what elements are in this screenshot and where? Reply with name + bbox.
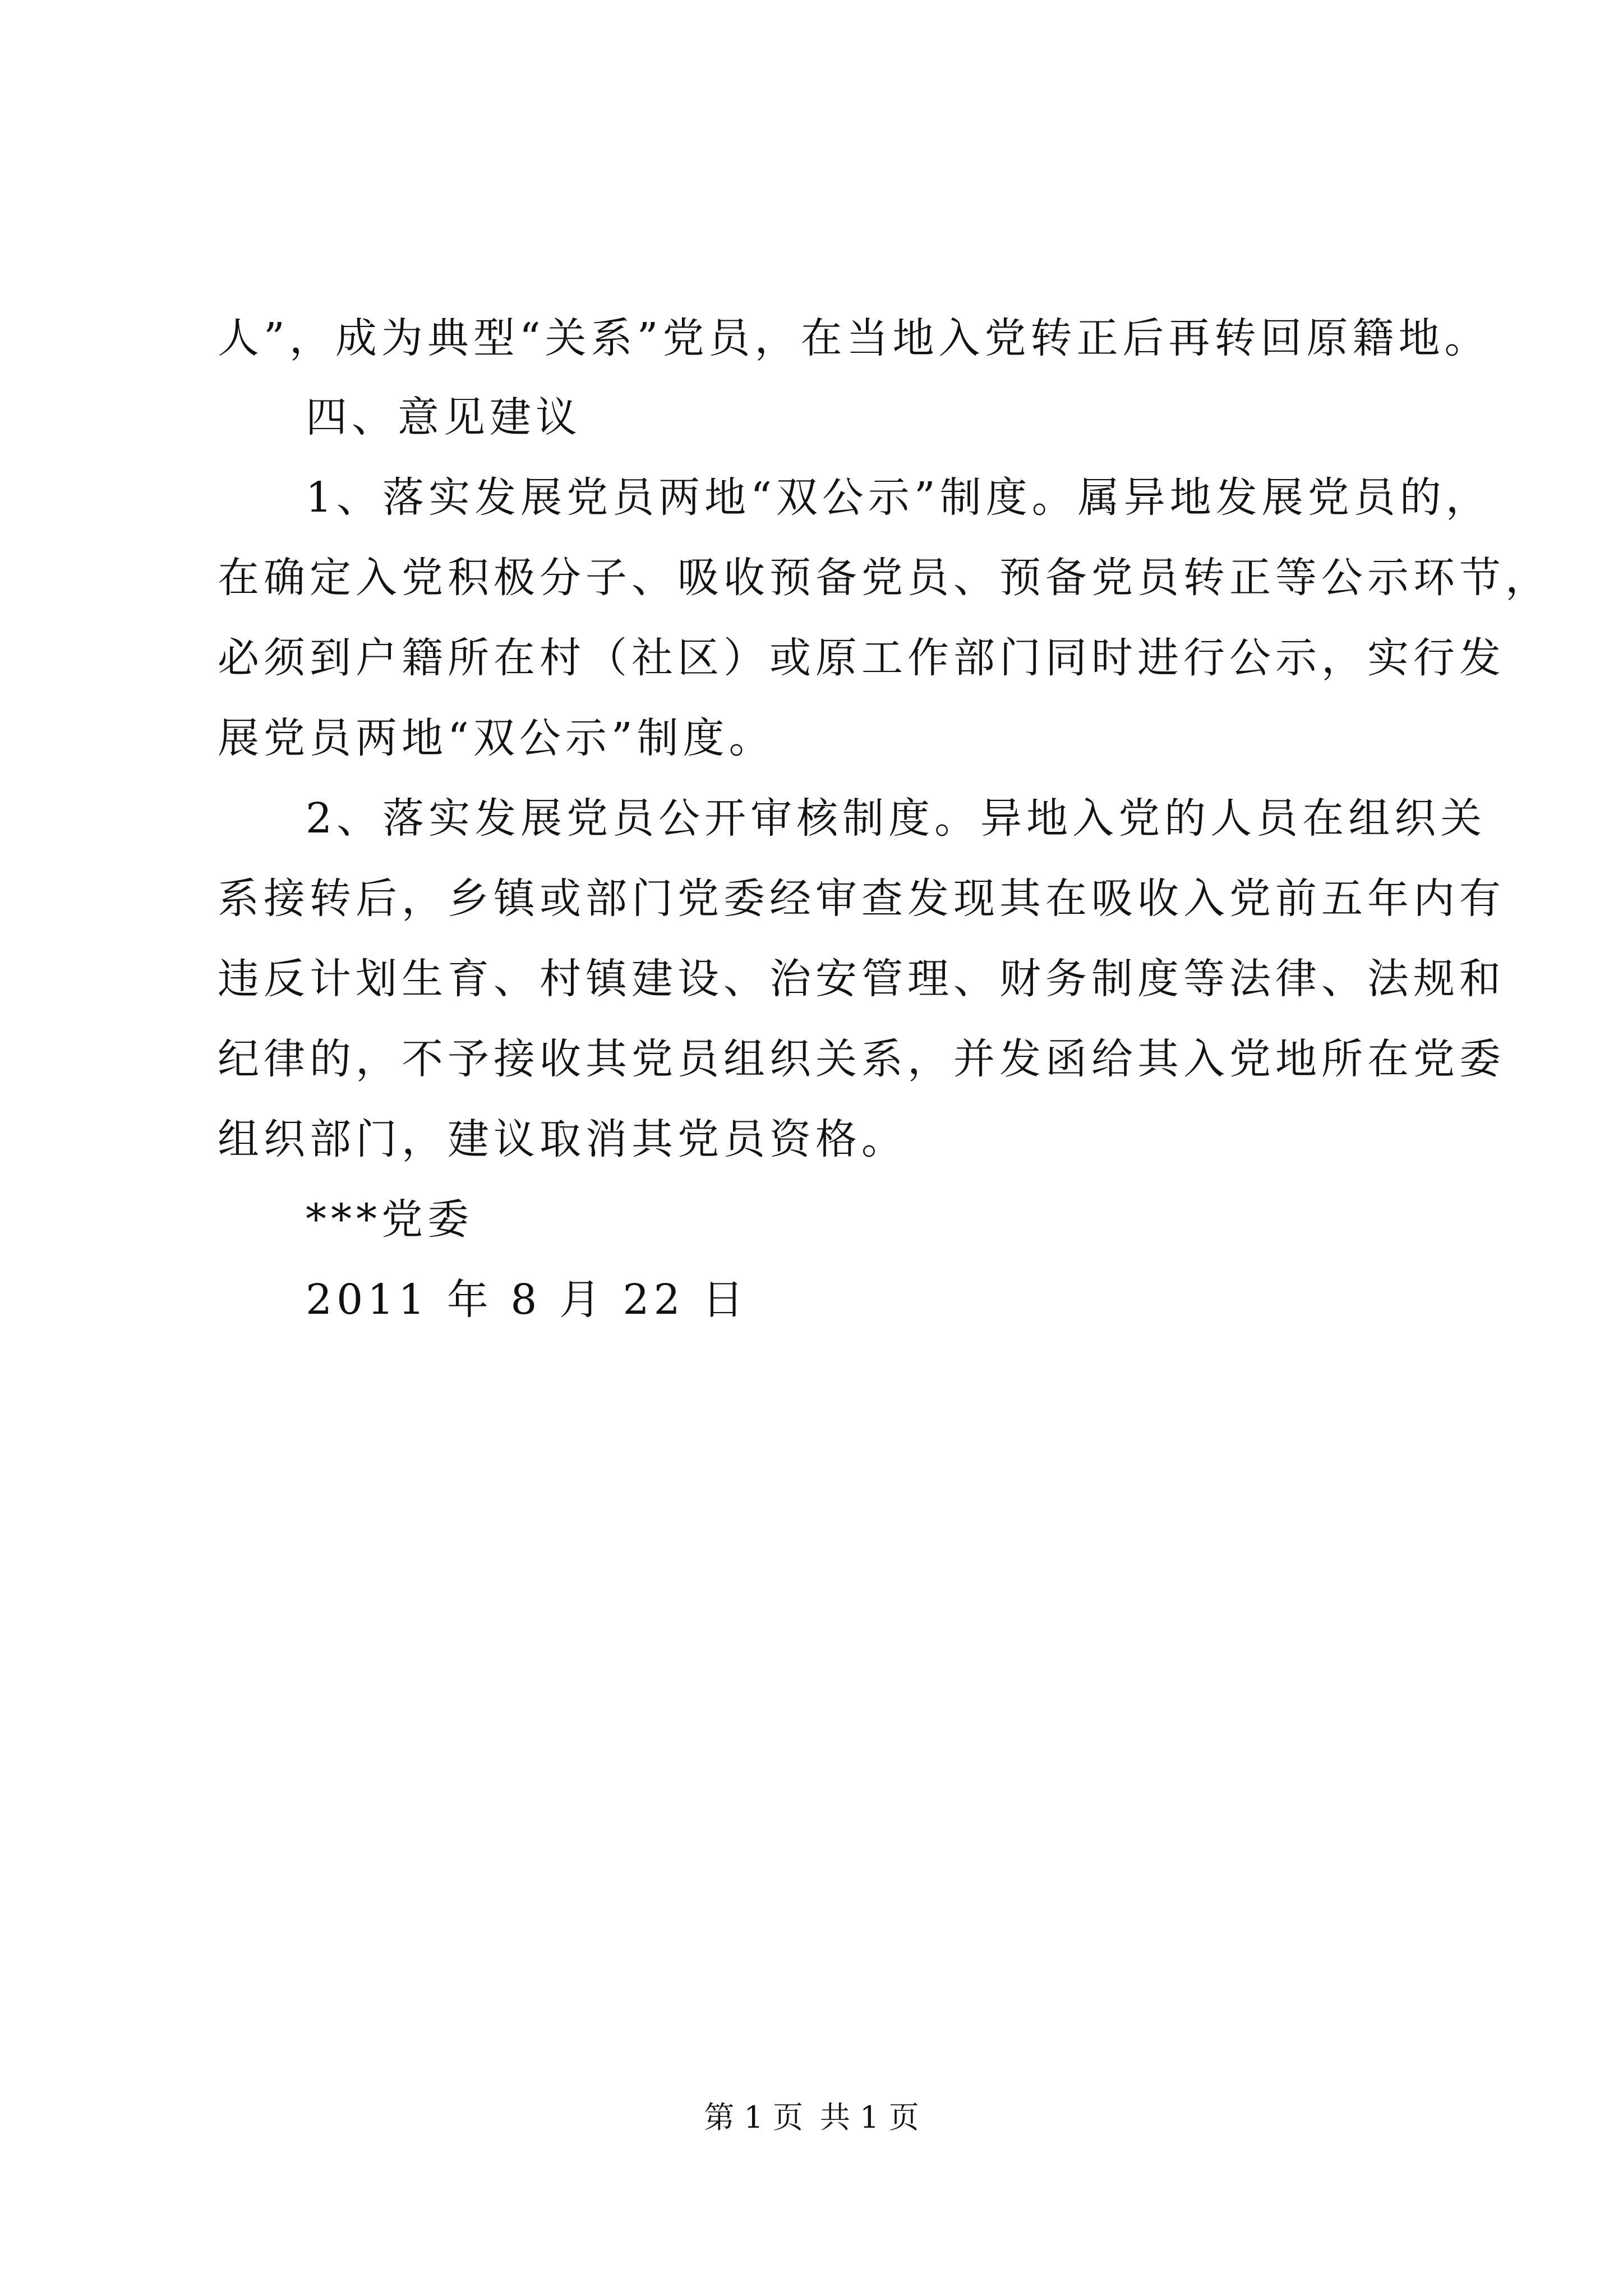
signature-date: 2011 年 8 月 22 日 — [306, 1276, 749, 1324]
paragraph-2-line: 违反计划生育、村镇建设、治安管理、财务制度等法律、法规和 — [218, 955, 1505, 1003]
signature-organization: ***党委 — [306, 1195, 473, 1244]
page-footer — [0, 2102, 1623, 2133]
paragraph-1-line: 1、落实发展党员两地“双公示”制度。属异地发展党员的， — [306, 473, 1492, 522]
paragraph-2-line: 组织部门，建议取消其党员资格。 — [218, 1115, 907, 1163]
section-heading: 四、意见建议 — [306, 393, 582, 441]
paragraph-1-line: 展党员两地“双公示”制度。 — [218, 714, 775, 762]
page-number: 第 1 页 — [704, 2100, 803, 2135]
page-total: 共 1 页 — [820, 2100, 919, 2135]
paragraph-2-line: 2、落实发展党员公开审核制度。异地入党的人员在组织关 — [306, 794, 1487, 843]
paragraph-1-line: 在确定入党积极分子、吸收预备党员、预备党员转正等公示环节， — [218, 554, 1551, 602]
paragraph-2-line: 系接转后，乡镇或部门党委经审查发现其在吸收入党前五年内有 — [218, 875, 1505, 923]
paragraph-2-line: 纪律的，不予接收其党员组织关系，并发函给其入党地所在党委 — [218, 1035, 1505, 1083]
paragraph-1-line: 必须到户籍所在村（社区）或原工作部门同时进行公示，实行发 — [218, 634, 1505, 682]
continued-paragraph-line: 人”，成为典型“关系”党员，在当地入党转正后再转回原籍地。 — [218, 314, 1491, 362]
